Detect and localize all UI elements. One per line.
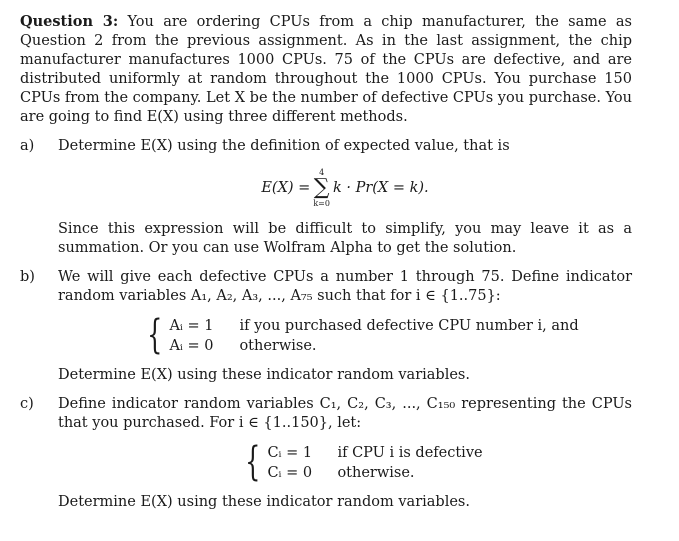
case-lhs: Cᵢ = 1 [267,445,313,461]
case-rhs: otherwise. [337,465,415,481]
left-brace-icon: { [147,312,163,358]
expected-value-equation [58,168,632,208]
equation-rhs: k · Pr(X = k). [332,179,429,196]
assignment-page [20,12,632,512]
part-a-note: Since this expression will be difficult to simplify, you may leave it as a summation. Or you can use Wolfram Alpha to get the solution. [58,221,632,256]
case-row [169,336,578,356]
case-lhs: Aᵢ = 0 [169,338,214,354]
part-c [20,395,632,512]
case-row [267,463,482,483]
left-brace-icon: { [245,439,261,485]
part-c-intro: Define indicator random variables C₁, C₂, C₃, ..., C₁₅₀ representing the CPUs that you purchased. For i ∈ {1..150}, let: [58,396,632,431]
summation-lower-limit: k=0 [313,199,330,208]
sigma-icon: ∑ [313,175,330,200]
part-b [20,268,632,385]
summation-symbol [313,168,330,208]
part-c-closing: Determine E(X) using these indicator random variables. [58,494,470,510]
part-c-cases [240,439,632,485]
equation-lhs: E(X) = [261,179,311,196]
question-intro [20,12,632,127]
case-lhs: Cᵢ = 0 [267,465,313,481]
question-text: You are ordering CPUs from a chip manufacturer, the same as Question 2 from the previous assignment. As in the last assignment, the chip manufacturer manufactures 1000 CPUs. 75 of the CPUs are defective, and are distributed uniformly at random throughout the 1000 CPUs. You purchase 150 CPUs from the company. Let X be the number of defective CPUs you purchase. You are going to find E(X) using three different methods. [20,14,632,125]
question-label: Question 3: [20,13,119,30]
case-rhs: if you purchased defective CPU number i, and [239,318,579,334]
part-a-intro: Determine E(X) using the definition of expected value, that is [58,138,510,154]
part-b-label: b) [20,269,35,285]
case-rhs: if CPU i is defective [337,445,483,461]
case-row [267,443,482,463]
part-b-closing: Determine E(X) using these indicator random variables. [58,367,470,383]
case-rhs: otherwise. [239,338,317,354]
part-c-label: c) [20,396,34,412]
part-b-cases [142,312,632,358]
part-a [20,137,632,258]
part-a-label: a) [20,138,35,154]
case-row [169,316,578,336]
part-b-intro: We will give each defective CPUs a number 1 through 75. Define indicator random variables A₁, A₂, A₃, ..., A₇₅ such that for i ∈ {1..75}: [58,269,632,304]
summation-upper-limit: 4 [319,168,325,177]
case-lhs: Aᵢ = 1 [169,318,214,334]
